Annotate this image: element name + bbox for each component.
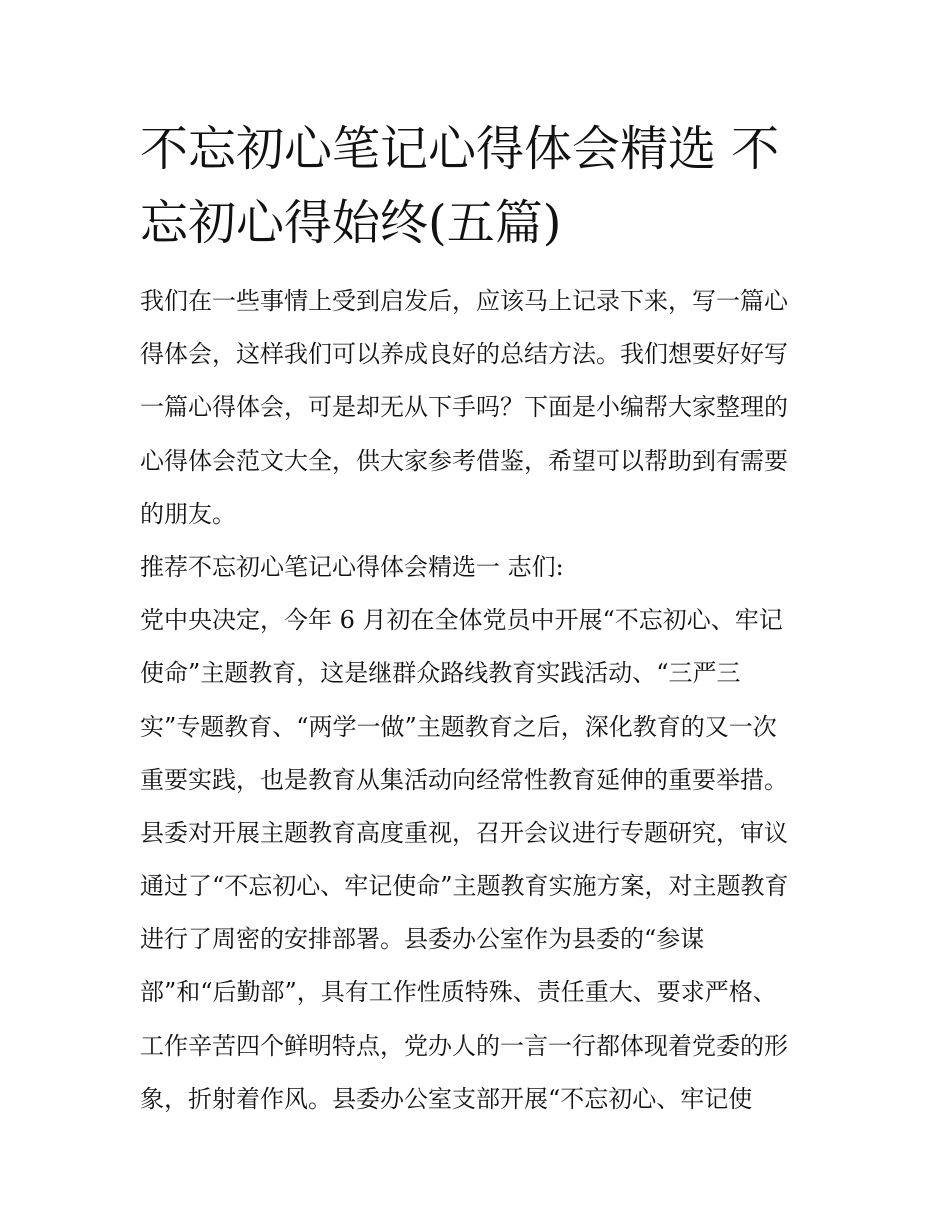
title-line: 不忘初心笔记心得体会精选 不 [140,121,780,177]
body-line: 的朋友。 [140,499,236,528]
body-line: 推荐不忘初心笔记心得体会精选一 志们: [140,552,564,581]
body-line: 得体会，这样我们可以养成良好的总结方法。我们想要好好写 [140,340,788,369]
body-line: 通过了“不忘初心、牢记使命”主题教育实施方案，对主题教育 [140,872,789,901]
document-title [140,112,820,260]
body-line: 党中央决定，今年 6 月初在全体党员中开展“不忘初心、牢记 [140,606,783,635]
document-body [140,283,830,1134]
body-line: 心得体会范文大全，供大家参考借鉴，希望可以帮助到有需要 [140,446,788,475]
body-line: 一篇心得体会，可是却无从下手吗？下面是小编帮大家整理的 [140,393,788,422]
body-line: 我们在一些事情上受到启发后，应该马上记录下来，写一篇心 [140,287,788,315]
body-line: 实”专题教育、“两学一做”主题教育之后，深化教育的又一次 [140,712,777,741]
body-line: 进行了周密的安排部署。县委办公室作为县委的“参谋 [140,925,705,954]
body-line: 重要实践，也是教育从集活动向经常性教育延伸的重要举措。 [140,765,788,794]
body-line: 象，折射着作风。县委办公室支部开展“不忘初心、牢记使 [140,1084,753,1113]
body-line: 工作辛苦四个鲜明特点，党办人的一言一行都体现着党委的形 [140,1031,788,1060]
title-line: 忘初心得始终(五篇) [140,195,562,251]
body-line: 部”和“后勤部”，具有工作性质特殊、责任重大、要求严格、 [140,978,777,1007]
body-line: 县委对开展主题教育高度重视，召开会议进行专题研究，审议 [140,818,788,847]
body-line: 使命”主题教育，这是继群众路线教育实践活动、“三严三 [140,659,741,688]
